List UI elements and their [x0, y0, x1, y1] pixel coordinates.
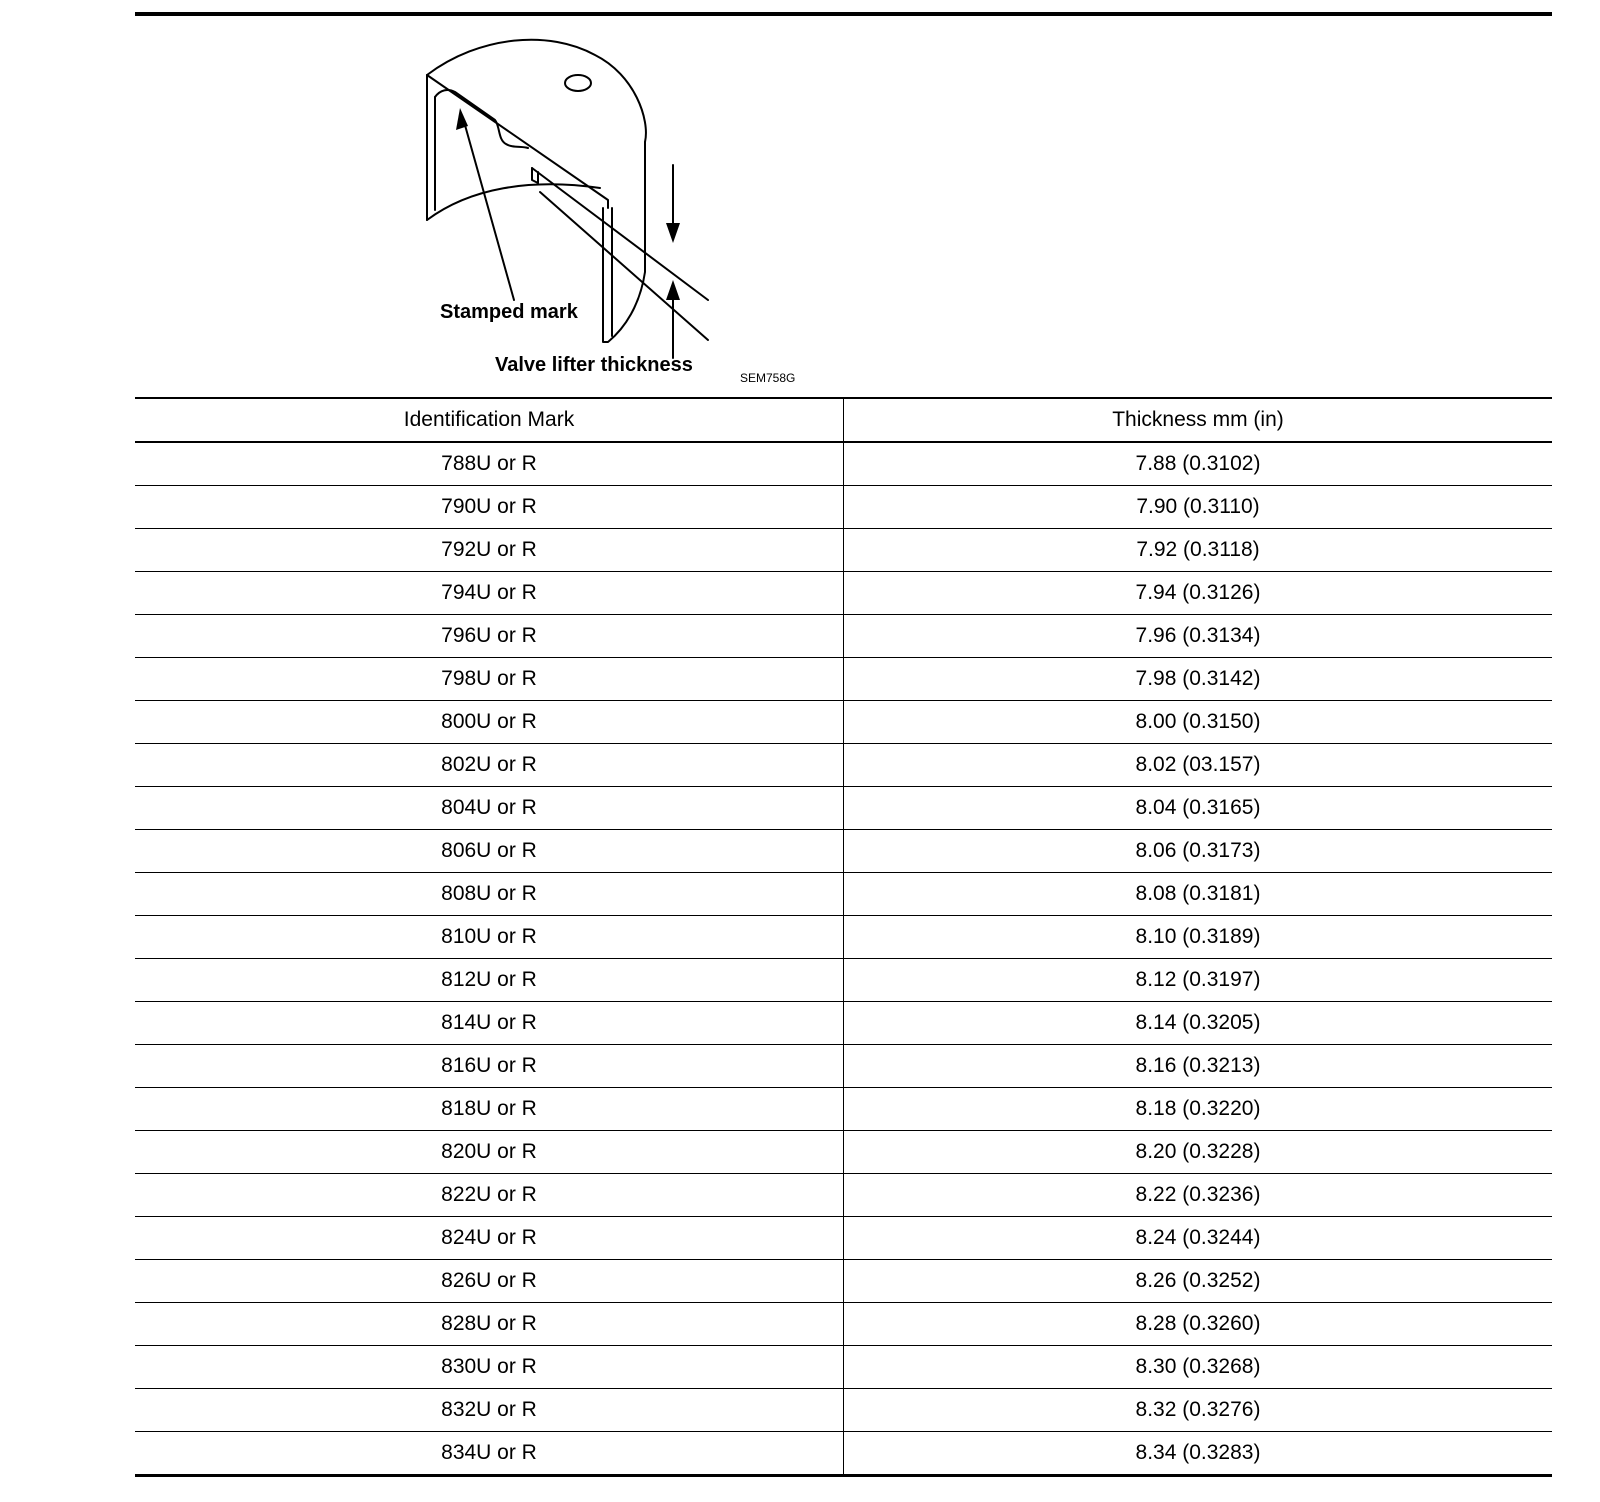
dim-arrow-up — [666, 280, 680, 300]
identification-mark-cell: 818U or R — [135, 1088, 844, 1131]
table-row — [135, 658, 1552, 701]
valve-lifter-thickness-table — [135, 397, 1552, 1477]
thickness-line-top — [532, 168, 708, 300]
identification-mark-cell: 794U or R — [135, 572, 844, 615]
table-row — [135, 830, 1552, 873]
thickness-cell: 8.00 (0.3150) — [844, 701, 1553, 744]
table-row — [135, 572, 1552, 615]
identification-mark-cell: 832U or R — [135, 1389, 844, 1432]
identification-mark-cell: 788U or R — [135, 442, 844, 486]
identification-mark-cell: 828U or R — [135, 1303, 844, 1346]
oil-hole — [565, 75, 591, 91]
table-row — [135, 916, 1552, 959]
stamped-mark-label: Stamped mark — [440, 301, 578, 323]
table-row — [135, 1002, 1552, 1045]
thickness-cell: 7.92 (0.3118) — [844, 529, 1553, 572]
header-thickness: Thickness mm (in) — [844, 398, 1553, 442]
thickness-cell: 7.88 (0.3102) — [844, 442, 1553, 486]
thickness-cell: 8.24 (0.3244) — [844, 1217, 1553, 1260]
thickness-cell: 8.12 (0.3197) — [844, 959, 1553, 1002]
table-row — [135, 1389, 1552, 1432]
thickness-cell: 8.10 (0.3189) — [844, 916, 1553, 959]
identification-mark-cell: 822U or R — [135, 1174, 844, 1217]
thickness-cell: 8.28 (0.3260) — [844, 1303, 1553, 1346]
thickness-cell: 8.14 (0.3205) — [844, 1002, 1553, 1045]
thickness-cell: 7.98 (0.3142) — [844, 658, 1553, 701]
identification-mark-cell: 798U or R — [135, 658, 844, 701]
thickness-cell: 8.32 (0.3276) — [844, 1389, 1553, 1432]
thickness-cell: 8.20 (0.3228) — [844, 1131, 1553, 1174]
identification-mark-cell: 826U or R — [135, 1260, 844, 1303]
identification-mark-cell: 834U or R — [135, 1432, 844, 1476]
table-row — [135, 615, 1552, 658]
thickness-cell: 8.08 (0.3181) — [844, 873, 1553, 916]
thickness-cell: 7.90 (0.3110) — [844, 486, 1553, 529]
table-row — [135, 959, 1552, 1002]
table-row — [135, 787, 1552, 830]
thickness-cell: 7.94 (0.3126) — [844, 572, 1553, 615]
thickness-cell: 8.34 (0.3283) — [1135, 1441, 1261, 1464]
valve-lifter-thickness-label: Valve lifter thickness — [495, 354, 693, 376]
figure-code: SEM758G — [740, 371, 796, 385]
identification-mark-cell: 802U or R — [135, 744, 844, 787]
table-row — [135, 1088, 1552, 1131]
lifter-bottom-curve — [427, 184, 600, 220]
identification-mark-cell: 830U or R — [135, 1346, 844, 1389]
table-header-row — [135, 398, 1552, 442]
thickness-cell: 8.02 (03.157) — [844, 744, 1553, 787]
identification-mark-cell: 814U or R — [135, 1002, 844, 1045]
table-row — [135, 1217, 1552, 1260]
lifter-right-shell — [603, 142, 645, 342]
thickness-cell: 7.96 (0.3134) — [844, 615, 1553, 658]
thickness-cell: 8.16 (0.3213) — [844, 1045, 1553, 1088]
dim-arrow-down — [666, 223, 680, 243]
thickness-cell: 8.22 (0.3236) — [844, 1174, 1553, 1217]
table-row — [135, 1346, 1552, 1389]
table-row — [135, 442, 1552, 486]
table-row — [135, 1260, 1552, 1303]
table-row — [135, 1131, 1552, 1174]
identification-mark-cell: 804U or R — [135, 787, 844, 830]
identification-mark-cell: 790U or R — [135, 486, 844, 529]
table-row — [135, 529, 1552, 572]
thickness-cell: 8.06 (0.3173) — [844, 830, 1553, 873]
table-row — [135, 744, 1552, 787]
thickness-cell: 8.26 (0.3252) — [844, 1260, 1553, 1303]
valve-lifter-figure — [400, 60, 820, 400]
thickness-cell: 8.18 (0.3220) — [844, 1088, 1553, 1131]
identification-mark-cell: 816U or R — [135, 1045, 844, 1088]
top-rule — [135, 12, 1552, 16]
identification-mark-cell: 824U or R — [135, 1217, 844, 1260]
identification-mark-cell: 820U or R — [135, 1131, 844, 1174]
lifter-inner-wall — [435, 90, 528, 148]
lifter-top-edge — [427, 75, 608, 208]
table-row — [135, 486, 1552, 529]
identification-mark-cell: 810U or R — [135, 916, 844, 959]
table-row — [135, 1303, 1552, 1346]
identification-mark-cell: 796U or R — [135, 615, 844, 658]
table-row — [135, 701, 1552, 744]
identification-mark-cell: 808U or R — [135, 873, 844, 916]
thickness-cell: 8.04 (0.3165) — [844, 787, 1553, 830]
valve-lifter-illustration — [400, 60, 820, 400]
table-row — [135, 1432, 1552, 1476]
table-row — [135, 873, 1552, 916]
identification-mark-cell: 812U or R — [135, 959, 844, 1002]
table-row — [135, 1045, 1552, 1088]
identification-mark-cell: 806U or R — [135, 830, 844, 873]
header-identification-mark: Identification Mark — [135, 398, 844, 442]
thickness-cell: 8.30 (0.3268) — [844, 1346, 1553, 1389]
identification-mark-cell: 792U or R — [135, 529, 844, 572]
identification-mark-cell: 800U or R — [135, 701, 844, 744]
table-row — [135, 1174, 1552, 1217]
